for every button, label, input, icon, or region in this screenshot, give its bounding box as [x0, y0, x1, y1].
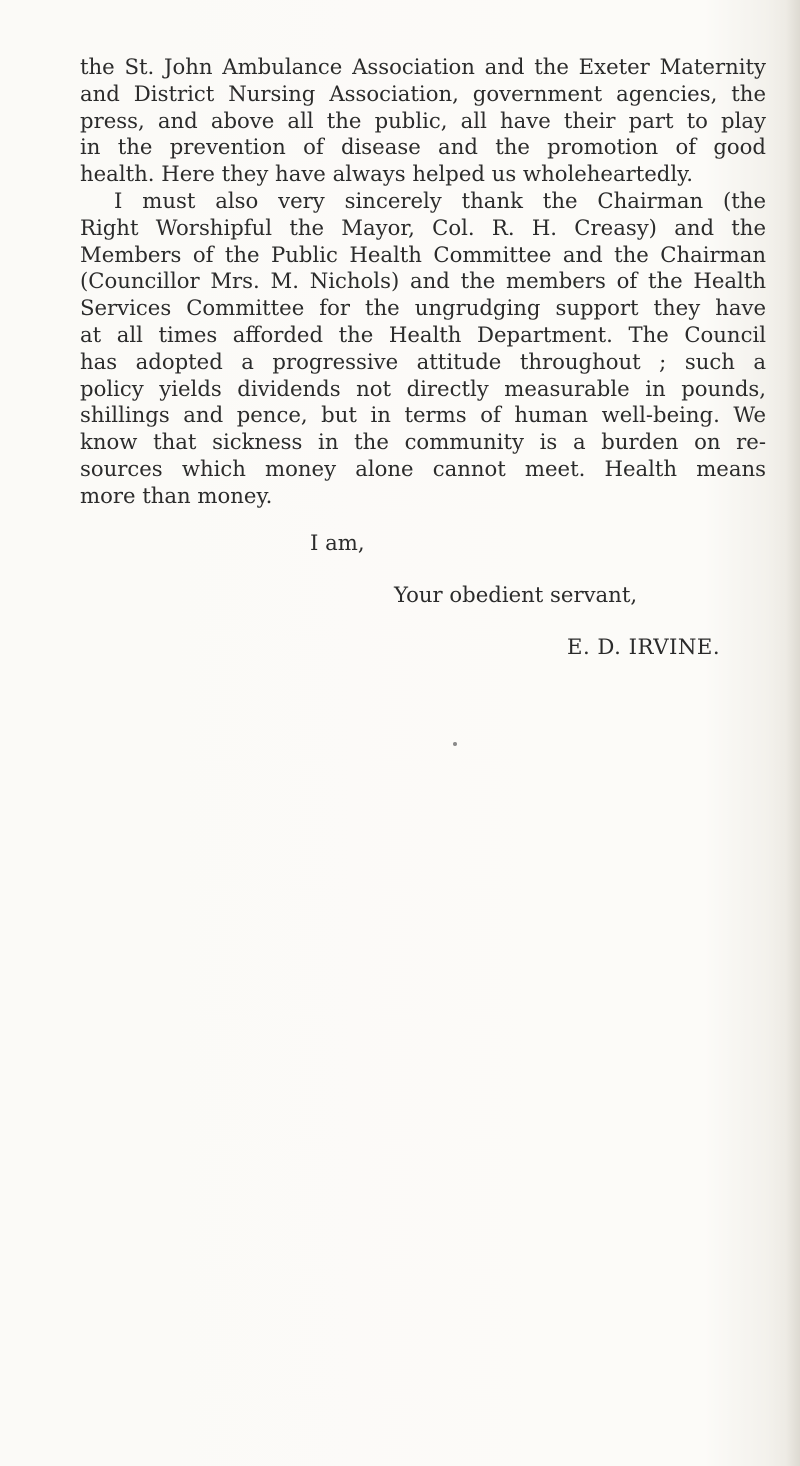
closing-line: I am,	[310, 530, 365, 555]
paper-speck	[453, 742, 457, 746]
text-line: know that sickness in the community is a burden on re-	[80, 429, 766, 455]
page-edge-shadow	[786, 0, 800, 1466]
text-line: sources which money alone cannot meet. Health means	[80, 455, 766, 481]
text-line: Services Committee for the ungrudging support they have	[80, 295, 766, 321]
text-line: more than money.	[80, 482, 273, 508]
text-line: in the prevention of disease and the promotion of good	[80, 134, 766, 160]
text-line: at all times afforded the Health Department. The Council	[80, 321, 766, 347]
letter-body	[80, 54, 766, 510]
text-line: Right Worshipful the Mayor, Col. R. H. Creasy) and the	[80, 214, 766, 240]
paragraph-2	[80, 188, 766, 510]
text-line: the St. John Ambulance Association and the Exeter Maternity	[80, 54, 766, 79]
text-line: and District Nursing Association, government agencies, the	[80, 80, 766, 106]
text-line: Members of the Public Health Committee and the Chairman	[80, 241, 766, 267]
text-line: has adopted a progressive attitude throughout ; such a	[80, 348, 766, 374]
text-line: health. Here they have always helped us wholeheartedly.	[80, 161, 694, 187]
text-line: shillings and pence, but in terms of human well-being. We	[80, 402, 766, 428]
valediction: Your obedient servant,	[394, 582, 638, 607]
paragraph-1	[80, 54, 766, 188]
text-line: (Councillor Mrs. M. Nichols) and the members of the Health	[80, 268, 766, 294]
signature: E. D. IRVINE.	[567, 634, 721, 659]
text-line: policy yields dividends not directly measurable in pounds,	[80, 375, 766, 401]
text-line: press, and above all the public, all have their part to play	[80, 107, 766, 133]
text-line: I must also very sincerely thank the Chairman (the	[114, 187, 766, 213]
